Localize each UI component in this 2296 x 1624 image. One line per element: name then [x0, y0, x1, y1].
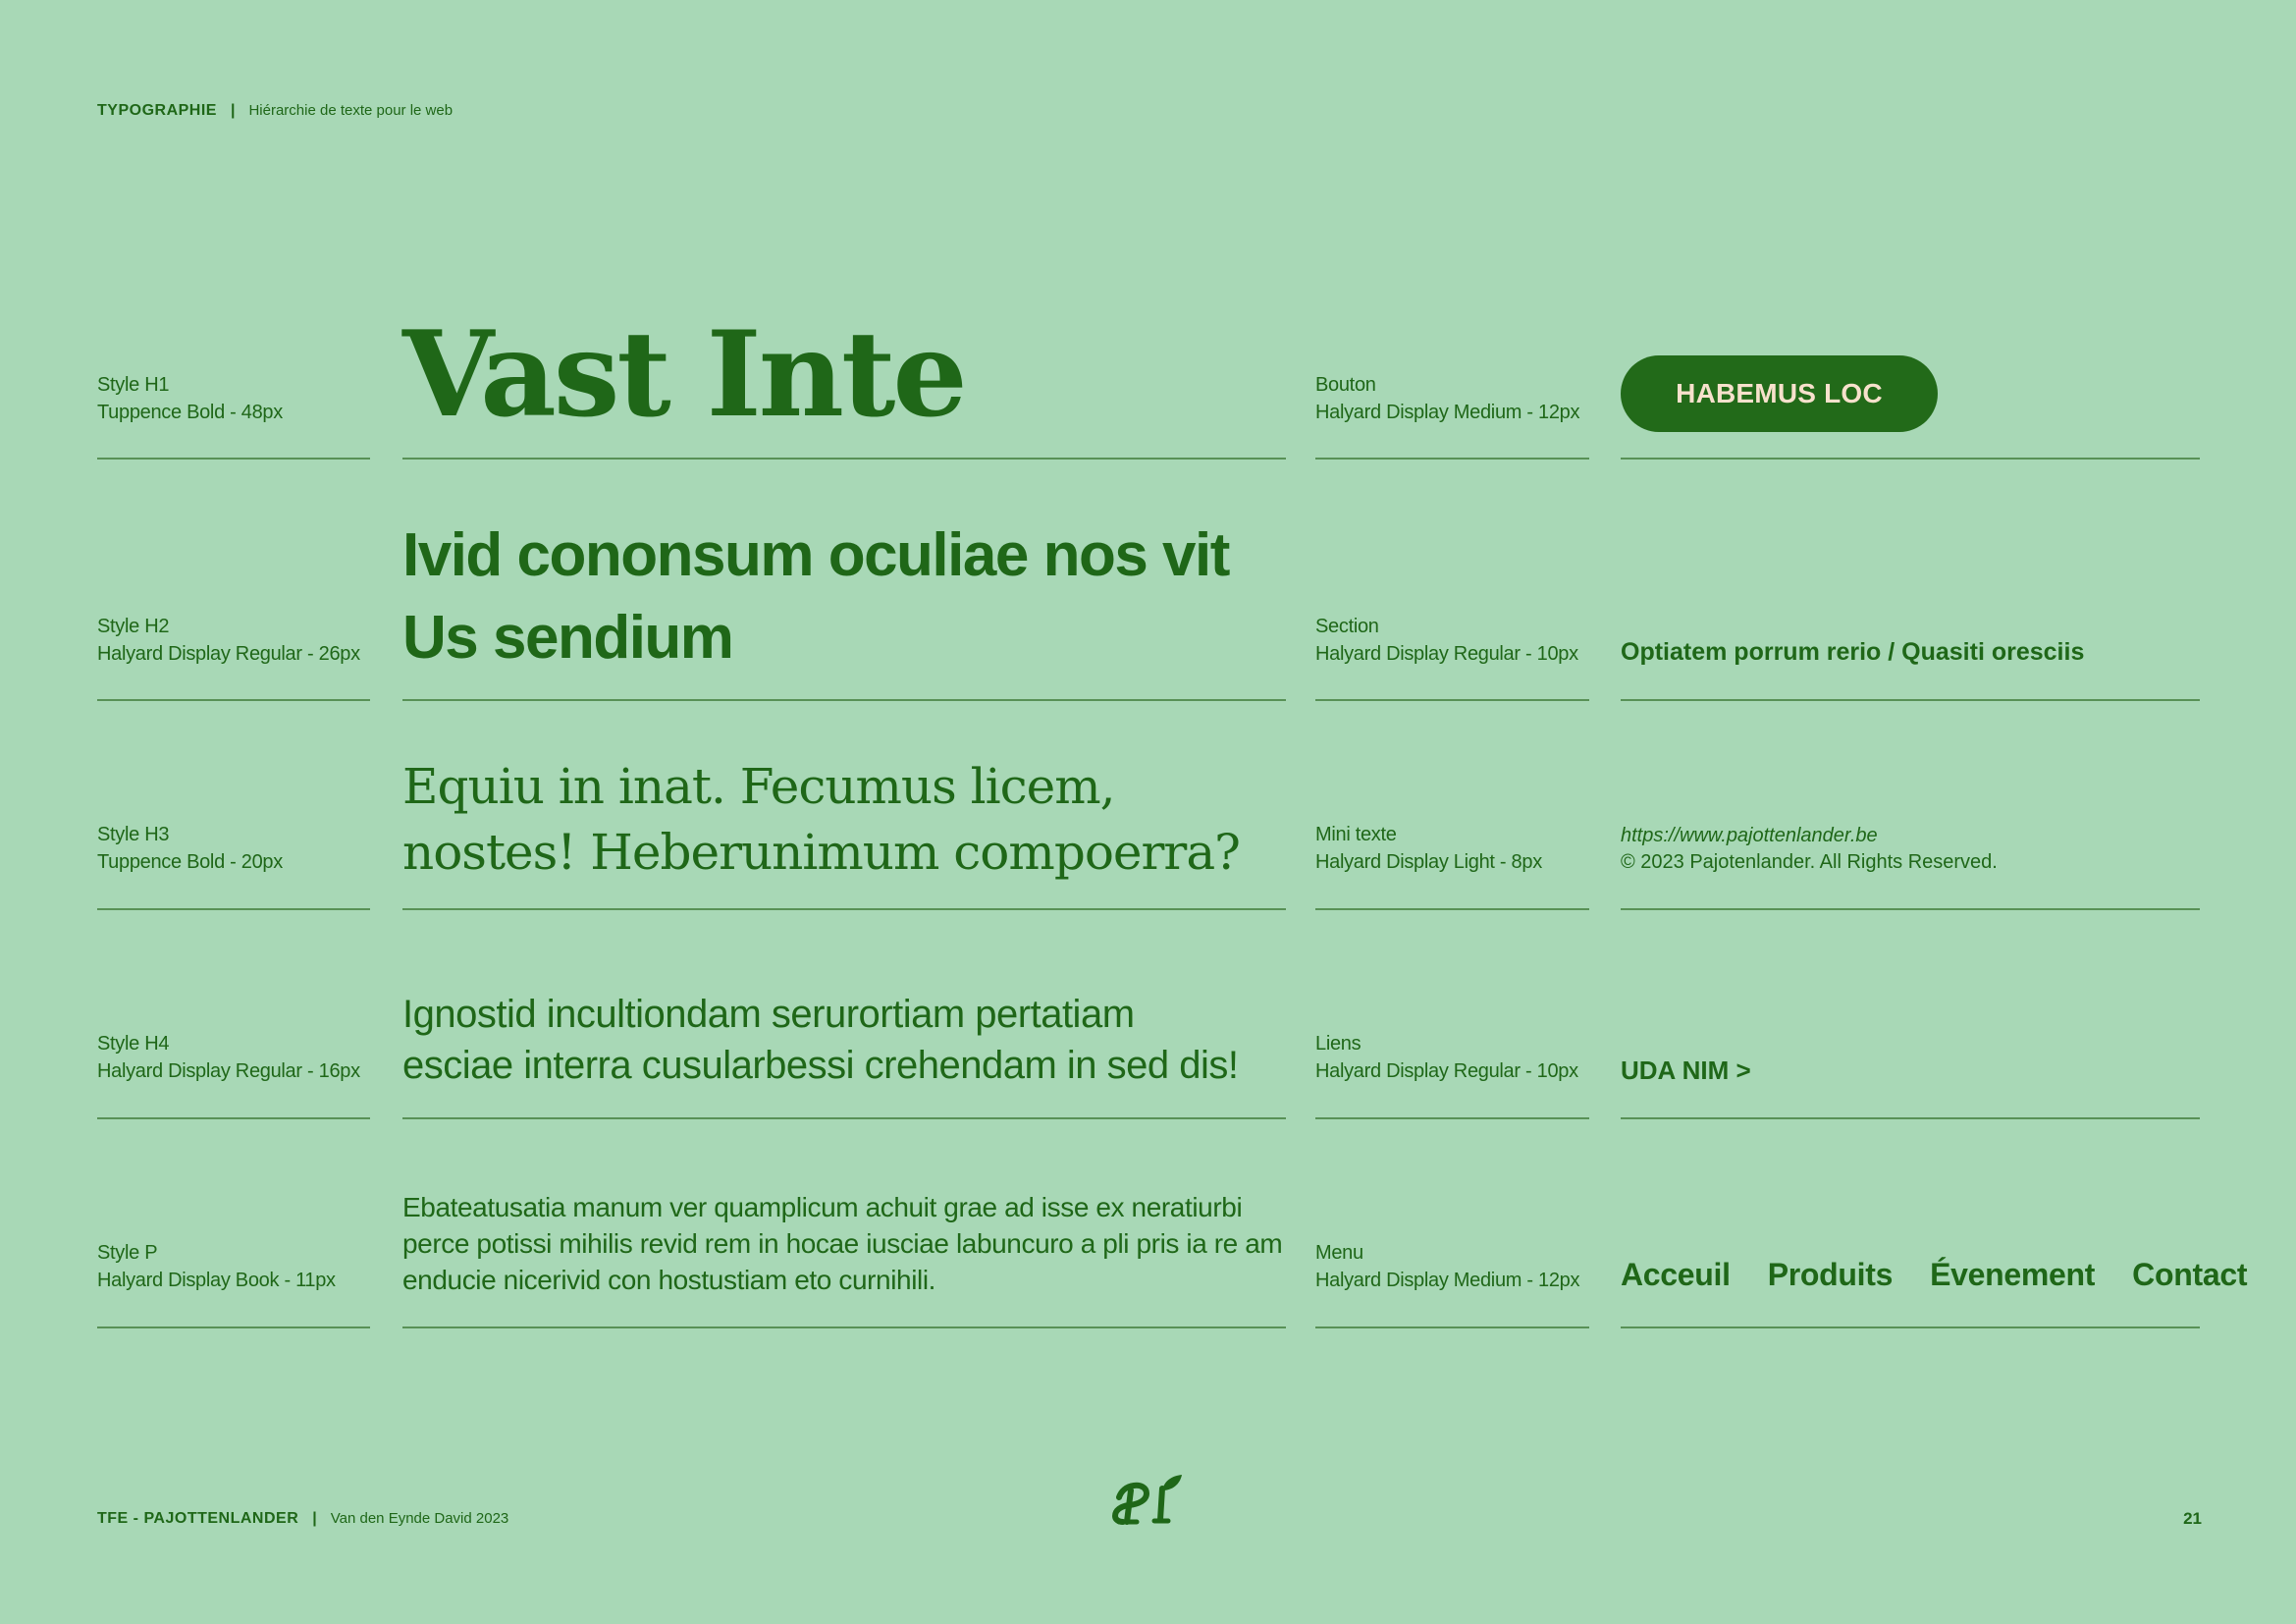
header-subtitle: Hiérarchie de texte pour le web	[248, 102, 454, 119]
style-name: Mini texte	[1315, 824, 1397, 845]
divider	[97, 458, 370, 460]
paragraph-sample	[402, 1189, 1282, 1298]
mini-texte-sample	[1621, 823, 1998, 876]
h4-sample-line: esciae interra cusularbessi crehendam in sed dis!	[402, 1044, 1239, 1087]
style-h2-label	[97, 613, 360, 668]
style-name: Style H3	[97, 824, 170, 845]
divider	[402, 1117, 1286, 1119]
header-separator: |	[230, 102, 236, 119]
style-name: Liens	[1315, 1033, 1362, 1055]
mini-texte-label	[1315, 821, 1542, 876]
divider	[402, 908, 1286, 910]
menu-item-contact[interactable]: Contact	[2132, 1257, 2248, 1292]
paragraph-line: Ebateatusatia manum ver quamplicum achuit grae ad isse ex neratiurbi	[402, 1192, 1243, 1222]
page-header	[97, 102, 453, 120]
menu-item-produits[interactable]: Produits	[1767, 1257, 1894, 1292]
divider	[97, 908, 370, 910]
divider	[1315, 1326, 1589, 1328]
h2-sample-line: Ivid cononsum oculiae nos vit	[402, 521, 1229, 589]
style-h4-label	[97, 1030, 360, 1085]
section-sample: Optiatem porrum rerio / Quasiti oresciis	[1621, 638, 2085, 666]
divider	[402, 458, 1286, 460]
style-spec: Tuppence Bold - 20px	[97, 851, 283, 873]
divider	[1315, 699, 1589, 701]
divider	[1315, 458, 1589, 460]
footer-author: Van den Eynde David 2023	[330, 1510, 509, 1527]
header-section-title: TYPOGRAPHIE	[97, 102, 217, 119]
divider	[402, 699, 1286, 701]
pajottenlander-logo-icon	[1109, 1471, 1188, 1535]
divider	[97, 1117, 370, 1119]
h2-sample-line: Us sendium	[402, 604, 733, 672]
style-spec: Halyard Display Book - 11px	[97, 1270, 336, 1291]
style-name: Style H4	[97, 1033, 170, 1055]
footer-separator: |	[312, 1510, 317, 1527]
style-name: Section	[1315, 616, 1379, 637]
style-spec: Halyard Display Regular - 10px	[1315, 643, 1578, 665]
h3-sample	[402, 754, 1240, 886]
h2-sample	[402, 514, 1229, 679]
section-label	[1315, 613, 1578, 668]
divider	[402, 1326, 1286, 1328]
divider	[97, 699, 370, 701]
divider	[1621, 458, 2200, 460]
page-number: 21	[2183, 1509, 2202, 1528]
divider	[1621, 908, 2200, 910]
habemus-loc-button[interactable]: HABEMUS LOC	[1621, 355, 1938, 432]
menu-item-acceuil[interactable]: Acceuil	[1621, 1257, 1731, 1292]
style-spec: Halyard Display Medium - 12px	[1315, 1270, 1580, 1291]
style-p-label	[97, 1239, 336, 1294]
style-spec: Halyard Display Light - 8px	[1315, 851, 1542, 873]
menu-item-evenement[interactable]: Évenement	[1930, 1257, 2096, 1292]
style-name: Style P	[97, 1242, 158, 1264]
h4-sample-line: Ignostid incultiondam serurortiam pertatiam	[402, 993, 1135, 1036]
style-spec: Halyard Display Medium - 12px	[1315, 402, 1580, 423]
page-footer	[97, 1510, 508, 1528]
divider	[1315, 908, 1589, 910]
style-name: Style H2	[97, 616, 170, 637]
website-link[interactable]: https://www.pajottenlander.be	[1621, 825, 1878, 846]
divider	[97, 1326, 370, 1328]
paragraph-line: enducie nicerivid con hostustiam eto curnihili.	[402, 1265, 936, 1295]
uda-nim-link[interactable]: UDA NIM >	[1621, 1056, 1751, 1085]
style-name: Style H1	[97, 374, 170, 396]
divider	[1315, 1117, 1589, 1119]
style-spec: Tuppence Bold - 48px	[97, 402, 283, 423]
style-h3-label	[97, 821, 283, 876]
divider	[1621, 699, 2200, 701]
style-spec: Halyard Display Regular - 16px	[97, 1060, 360, 1082]
h1-sample: Vast Inte	[402, 305, 965, 444]
menu-label	[1315, 1239, 1579, 1294]
style-name: Bouton	[1315, 374, 1376, 396]
copyright-text: © 2023 Pajotenlander. All Rights Reserved.	[1621, 851, 1998, 873]
divider	[1621, 1326, 2200, 1328]
paragraph-line: perce potissi mihilis revid rem in hocae iusciae labuncuro a pli pris ia re am	[402, 1228, 1283, 1259]
style-h1-label	[97, 371, 283, 426]
footer-project: TFE - PAJOTTENLANDER	[97, 1510, 299, 1527]
divider	[1621, 1117, 2200, 1119]
h3-sample-line: Equiu in inat. Fecumus licem,	[402, 758, 1115, 815]
menu-sample	[1621, 1257, 2247, 1293]
style-name: Menu	[1315, 1242, 1363, 1264]
h3-sample-line: nostes! Heberunimum compoerra?	[402, 824, 1240, 881]
style-spec: Halyard Display Regular - 26px	[97, 643, 360, 665]
style-spec: Halyard Display Regular - 10px	[1315, 1060, 1578, 1082]
bouton-label	[1315, 371, 1579, 426]
liens-label	[1315, 1030, 1578, 1085]
h4-sample	[402, 989, 1239, 1091]
